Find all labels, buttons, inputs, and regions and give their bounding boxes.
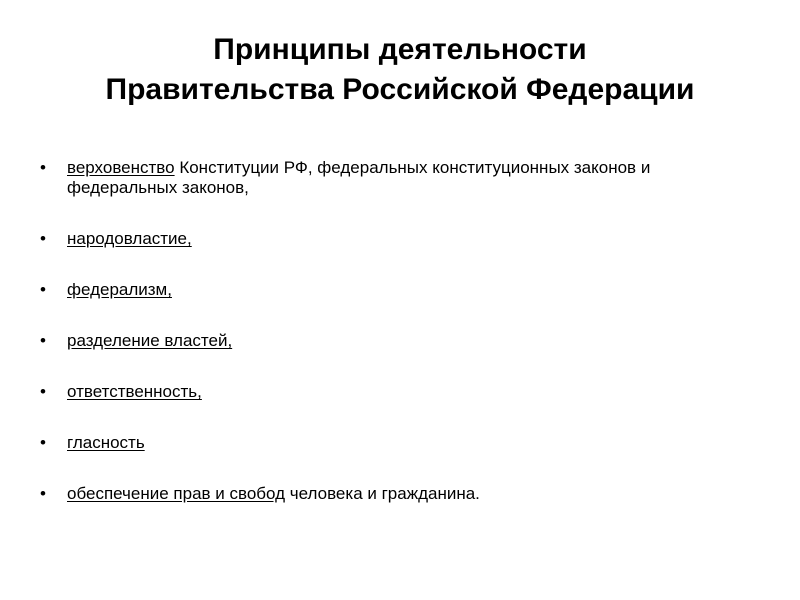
item-underlined-text: верховенство <box>67 158 175 177</box>
bullet-icon: • <box>40 280 46 299</box>
item-text: человека и гражданина. <box>285 484 480 503</box>
slide-title <box>0 30 800 110</box>
bullet-icon: • <box>40 433 46 452</box>
item-underlined-text: обеспечение прав и свобод <box>67 484 286 503</box>
item-text: Конституции РФ, федеральных конституционных законов и федеральных законов, <box>67 158 651 197</box>
title-line-2: Правительства Российской Федерации <box>105 73 695 106</box>
item-underlined-text: ответственность, <box>67 382 202 401</box>
list-item <box>0 433 800 453</box>
bullet-icon: • <box>40 484 46 503</box>
list-item <box>0 382 800 402</box>
list-item <box>0 331 800 351</box>
item-underlined-text: народовластие, <box>67 229 192 248</box>
principles-list <box>0 158 800 535</box>
item-underlined-text: разделение властей, <box>67 331 233 350</box>
title-line-1: Принципы деятельности <box>213 33 587 66</box>
bullet-icon: • <box>40 158 46 177</box>
list-item <box>0 229 800 249</box>
item-underlined-text: гласность <box>67 433 145 452</box>
bullet-icon: • <box>40 331 46 350</box>
bullet-icon: • <box>40 229 46 248</box>
list-item <box>0 280 800 300</box>
list-item <box>0 158 800 198</box>
bullet-icon: • <box>40 382 46 401</box>
item-underlined-text: федерализм, <box>67 280 172 299</box>
list-item <box>0 484 800 504</box>
